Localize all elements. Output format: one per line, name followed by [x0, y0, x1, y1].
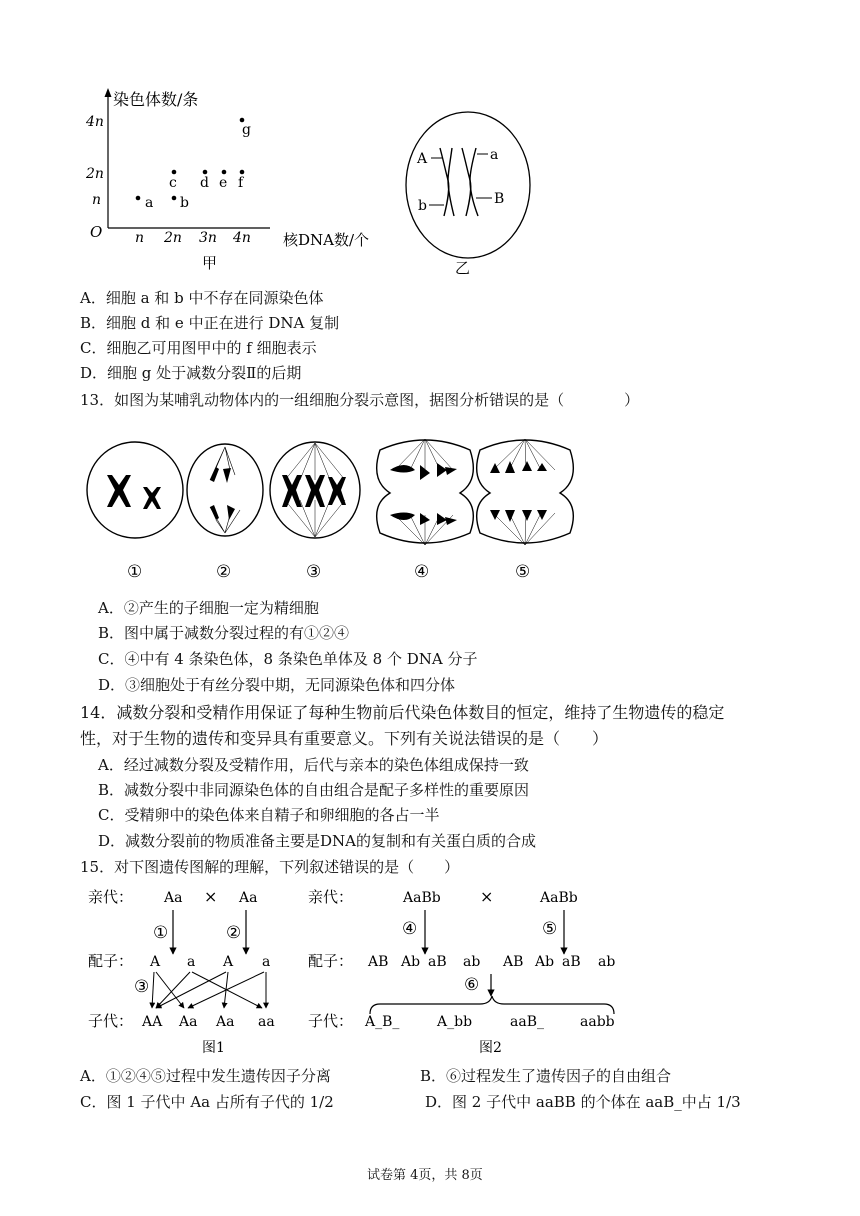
fig1-offspring-1: AA — [142, 1014, 163, 1030]
y-axis-arrow — [105, 88, 112, 97]
fig1-offspring-2: Aa — [179, 1014, 198, 1030]
fig2-step-6: ⑥ — [464, 975, 480, 995]
fig2-step-4: ④ — [402, 919, 418, 939]
fig1-gamete-2: a — [187, 954, 196, 970]
y-tick-4n: 4n — [86, 114, 104, 130]
fig1-step-1: ① — [153, 923, 169, 943]
q15-option-d: D．图 2 子代中 aaBB 的个体在 aaB_中占 1/3 — [425, 1093, 741, 1111]
y-axis-label: 染色体数/条 — [113, 90, 199, 109]
gene-label-B: B — [494, 191, 505, 207]
fig2-parent-2: AaBb — [540, 890, 578, 906]
fig2-gamete-5: AB — [503, 954, 524, 970]
fig2-step-5: ⑤ — [542, 919, 558, 939]
cell-membrane — [406, 112, 530, 258]
q13-stem: 13．如图为某哺乳动物体内的一组细胞分裂示意图，据图分析错误的是（ ） — [80, 391, 640, 409]
fig2-offspring-3: aaB_ — [510, 1014, 544, 1030]
fig1-gamete-3: A — [223, 954, 234, 970]
point-label-d: d — [200, 175, 209, 191]
fig2-offspring-2: A_bb — [437, 1014, 473, 1030]
q15-option-c: C．图 1 子代中 Aa 占所有子代的 1/2 — [80, 1093, 334, 1111]
q15-option-b: B．⑥过程发生了遗传因子的自由组合 — [420, 1067, 672, 1085]
q13-cell-diagrams — [85, 425, 575, 585]
fig1-gamete-4: a — [262, 954, 271, 970]
fig2-gamete-4: ab — [463, 954, 481, 970]
q15-option-a: A．①②④⑤过程中发生遗传因子分离 — [80, 1067, 331, 1085]
point-label-f: f — [238, 175, 244, 191]
fig1-offspring-label: 子代： — [88, 1012, 134, 1030]
fig2-offspring-1: A_B_ — [365, 1014, 400, 1030]
fig1-offspring-4: aa — [258, 1014, 275, 1030]
fig2-offspring-label: 子代： — [308, 1012, 354, 1030]
fig1-cross: × — [204, 887, 218, 906]
point-label-e: e — [219, 175, 228, 191]
q12-option-c: C．细胞乙可用图甲中的 f 细胞表示 — [80, 339, 317, 357]
point-label-a: a — [145, 195, 154, 211]
q15-stem: 15．对下图遗传图解的理解，下列叙述错误的是（ ） — [80, 858, 460, 876]
q15-genetic-diagrams — [80, 880, 640, 1060]
q14-option-b: B．减数分裂中非同源染色体的自由组合是配子多样性的重要原因 — [98, 781, 530, 799]
fig1-offspring-3: Aa — [216, 1014, 235, 1030]
q12-option-b: B．细胞 d 和 e 中正在进行 DNA 复制 — [80, 314, 340, 332]
fig1-step-2: ② — [226, 923, 242, 943]
q12-option-d: D．细胞 g 处于减数分裂Ⅱ的后期 — [80, 364, 302, 382]
point-label-c: c — [169, 175, 177, 191]
q14-stem-line1: 14．减数分裂和受精作用保证了每种生物前后代染色体数目的恒定，维持了生物遗传的稳定 — [80, 703, 725, 722]
fig1-caption: 图1 — [202, 1040, 225, 1056]
point-c — [172, 170, 177, 175]
fig2-offspring-4: aabb — [580, 1014, 615, 1030]
figure-jia-caption: 甲 — [202, 254, 218, 272]
gene-label-a: a — [490, 147, 499, 163]
q14-option-c: C．受精卵中的染色体来自精子和卵细胞的各占一半 — [98, 806, 440, 824]
fig2-parent-label: 亲代： — [308, 888, 354, 906]
q14-option-a: A．经过减数分裂及受精作用，后代与亲本的染色体组成保持一致 — [98, 756, 529, 774]
fig2-gamete-2: Ab — [401, 954, 421, 970]
fig2-caption: 图2 — [479, 1040, 502, 1056]
point-d — [203, 170, 208, 175]
fig1-step-3: ③ — [134, 977, 150, 997]
q13-option-a: A．②产生的子细胞一定为精细胞 — [98, 599, 319, 617]
q14-option-d: D．减数分裂前的物质准备主要是DNA的复制和有关蛋白质的合成 — [98, 832, 537, 850]
cell-label-2: ② — [216, 562, 232, 582]
x-tick-4n: 4n — [233, 230, 251, 246]
origin-label: O — [90, 223, 103, 241]
fig2-gamete-7: aB — [562, 954, 581, 970]
point-e — [222, 170, 227, 175]
x-tick-3n: 3n — [199, 230, 217, 246]
cell-label-4: ④ — [414, 562, 430, 582]
figure-yi-caption: 乙 — [455, 259, 471, 277]
q14-stem-line2: 性，对于生物的遗传和变异具有重要意义。下列有关说法错误的是（ ） — [80, 729, 609, 748]
fig2-brace — [370, 996, 614, 1014]
fig1-gamete-label: 配子： — [88, 952, 134, 970]
y-tick-2n: 2n — [86, 166, 104, 182]
point-label-g: g — [242, 122, 251, 138]
point-a — [136, 196, 141, 201]
cell-label-3: ③ — [306, 562, 322, 582]
q12-option-a: A．细胞 a 和 b 中不存在同源染色体 — [80, 289, 324, 307]
fig2-gamete-3: aB — [428, 954, 447, 970]
cell-label-5: ⑤ — [515, 562, 531, 582]
point-label-b: b — [180, 195, 189, 211]
fig2-parent-1: AaBb — [403, 890, 441, 906]
cell-label-1: ① — [127, 562, 143, 582]
fig2-gamete-6: Ab — [535, 954, 555, 970]
gene-label-A: A — [417, 151, 428, 167]
figure-yi-cell — [400, 108, 535, 283]
fig1-gamete-1: A — [150, 954, 161, 970]
fig2-gamete-label: 配子： — [308, 952, 354, 970]
gene-label-b: b — [418, 198, 427, 214]
chromosome-pair — [440, 148, 478, 216]
fig1-parent-label: 亲代： — [88, 888, 134, 906]
x-tick-n: n — [135, 230, 145, 246]
point-b — [172, 196, 177, 201]
q13-option-b: B．图中属于减数分裂过程的有①②④ — [98, 624, 350, 642]
figure-jia-graph — [80, 85, 400, 285]
x-tick-2n: 2n — [164, 230, 182, 246]
y-tick-n: n — [92, 192, 102, 208]
fig1-parent-2: Aa — [239, 890, 258, 906]
fig2-gamete-8: ab — [598, 954, 616, 970]
point-f — [240, 170, 245, 175]
q13-option-c: C．④中有 4 条染色体，8 条染色单体及 8 个 DNA 分子 — [98, 650, 478, 668]
fig1-parent-1: Aa — [164, 890, 183, 906]
q13-option-d: D．③细胞处于有丝分裂中期，无同源染色体和四分体 — [98, 676, 456, 694]
x-axis-label: 核DNA数/个 — [283, 231, 370, 249]
fig2-gamete-1: AB — [368, 954, 389, 970]
page-footer: 试卷第 4页，共 8页 — [367, 1168, 483, 1183]
fig2-cross: × — [480, 887, 494, 906]
